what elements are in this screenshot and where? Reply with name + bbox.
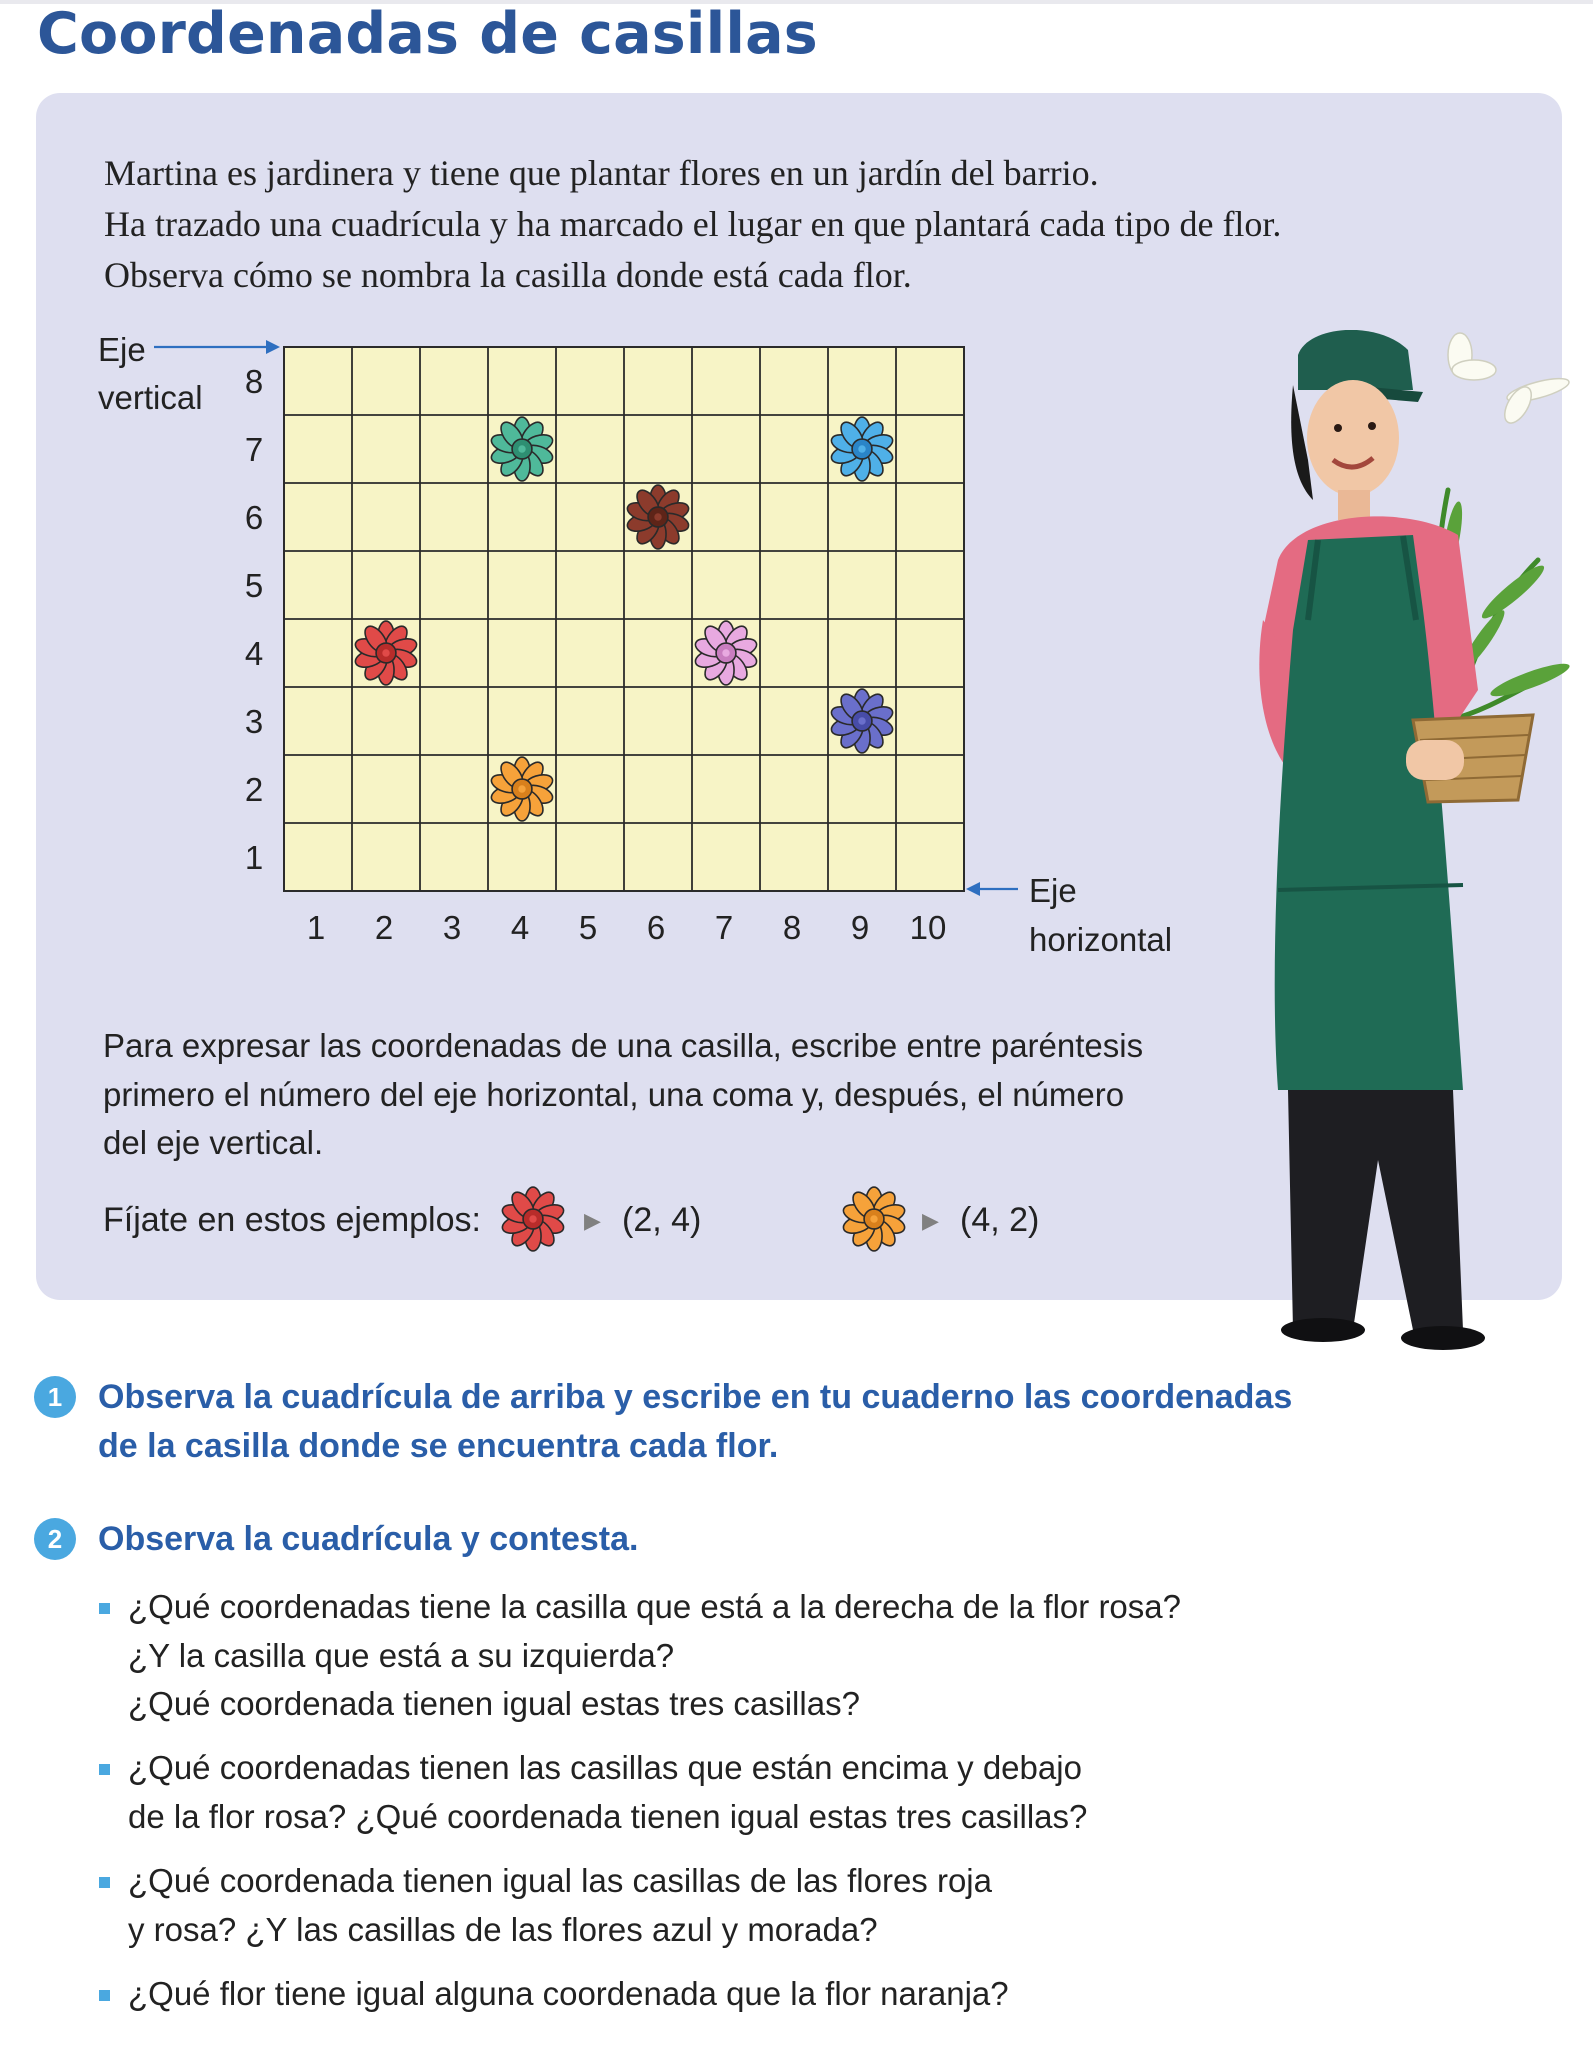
example-flower-2-icon [841, 1187, 907, 1251]
horizontal-axis-label-line1: Eje [1029, 872, 1077, 909]
intro-line: Ha trazado una cuadrícula y ha marcado el lugar en que plantará cada tipo de flor. [104, 204, 1282, 244]
example-arrow-icon: ▶ [922, 1208, 939, 1233]
vertical-axis-label-line2: vertical [98, 379, 203, 416]
examples-label: Fíjate en estos ejemplos: [103, 1201, 481, 1239]
x-tick-label: 1 [306, 909, 326, 946]
example-orange-flower-icon [841, 1186, 907, 1252]
question-3 [128, 1857, 992, 1954]
question-line: ¿Y la casilla que está a su izquierda? [128, 1636, 675, 1674]
y-tick-label: 6 [244, 499, 264, 536]
example-coord-1: (2, 4) [622, 1201, 702, 1239]
x-tick-label: 7 [714, 909, 734, 946]
example-flower-1-icon [500, 1187, 566, 1251]
y-tick-label: 4 [244, 635, 264, 672]
exercise-line: Observa la cuadrícula de arriba y escribe en tu cuaderno las coordenadas [98, 1378, 1293, 1416]
x-tick-label: 3 [442, 909, 462, 946]
x-tick-label: 5 [578, 909, 598, 946]
intro-line: Observa cómo se nombra la casilla donde está cada flor. [104, 255, 912, 295]
intro-line: Martina es jardinera y tiene que plantar flores en un jardín del barrio. [104, 153, 1099, 193]
y-tick-label: 7 [244, 431, 264, 468]
x-tick-label: 8 [782, 909, 802, 946]
vertical-axis-label-line1: Eje [98, 331, 146, 368]
rule-line: del eje vertical. [103, 1124, 324, 1161]
rule-line: primero el número del eje horizontal, una coma y, después, el número [103, 1075, 1125, 1113]
y-tick-label: 8 [244, 363, 264, 400]
rule-line: Para expresar las coordenadas de una casilla, escribe entre paréntesis [103, 1027, 1144, 1064]
exercise-line: de la casilla donde se encuentra cada flor. [98, 1426, 779, 1465]
example-red-flower-icon [500, 1186, 566, 1252]
question-1 [128, 1583, 1181, 1729]
example-arrow-icon: ▶ [584, 1208, 601, 1233]
x-tick-label: 2 [374, 909, 394, 946]
bullet-icon [99, 1603, 110, 1614]
exercise-1-badge: 1 [34, 1376, 76, 1418]
question-4 [128, 1970, 1009, 2019]
y-tick-label: 1 [244, 839, 264, 876]
exercise-1-text [98, 1373, 1292, 1470]
question-2 [128, 1744, 1087, 1841]
question-line: ¿Qué coordenadas tiene la casilla que está a la derecha de la flor rosa? [128, 1588, 1181, 1625]
x-tick-label: 4 [510, 909, 530, 946]
horizontal-axis-arrowhead [966, 882, 980, 896]
x-tick-label: 10 [909, 909, 947, 946]
gardener-illustration [1238, 330, 1578, 1350]
y-tick-label: 5 [244, 567, 264, 604]
horizontal-axis-label-line2: horizontal [1029, 921, 1173, 958]
rule-text [103, 1022, 1263, 1168]
bullet-icon [99, 1764, 110, 1775]
question-line: ¿Qué flor tiene igual alguna coordenada que la flor naranja? [128, 1975, 1009, 2012]
example-coord-2: (4, 2) [960, 1201, 1040, 1239]
exercise-line: Observa la cuadrícula y contesta. [98, 1520, 639, 1558]
question-line: ¿Qué coordenadas tienen las casillas que están encima y debajo [128, 1749, 1082, 1786]
y-tick-label: 2 [244, 771, 264, 808]
question-line: ¿Qué coordenada tienen igual las casillas de las flores roja [128, 1862, 992, 1899]
page-title: Coordenadas de casillas [37, 1, 818, 67]
x-tick-label: 6 [646, 909, 666, 946]
question-line: ¿Qué coordenada tienen igual estas tres casillas? [128, 1685, 860, 1722]
bullet-icon [99, 1990, 110, 2001]
x-tick-label: 9 [850, 909, 870, 946]
y-tick-label: 3 [244, 703, 264, 740]
question-line: de la flor rosa? ¿Qué coordenada tienen igual estas tres casillas? [128, 1797, 1088, 1835]
bullet-icon [99, 1877, 110, 1888]
vertical-axis-arrowhead [266, 340, 280, 354]
exercise-2-text [98, 1515, 638, 1564]
question-line: y rosa? ¿Y las casillas de las flores azul y morada? [128, 1910, 878, 1948]
exercise-2-badge: 2 [34, 1518, 76, 1560]
